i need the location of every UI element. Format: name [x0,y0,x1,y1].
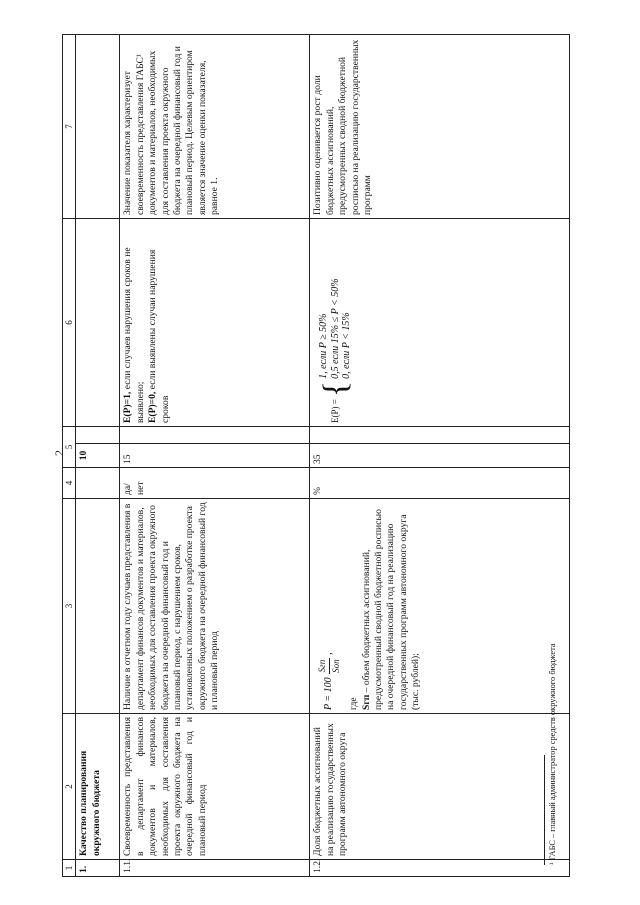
indicator-scale: E(P)=1, если случаев нарушения сроков не выявлено; E(P)=0, если выявлены случаи нарушения сроков [120,219,310,427]
indicator-table [62,34,570,877]
indicator-formula: Наличие в отчетном году случаев представления в департамент финансов документов и материалов, необходимых для составления проекта окружного бюджета на очередной финансовый год и плановый период, с нарушением сроков, установленных положением о разработке проекта окружного бюджета на очередной финансовый год и плановый период [120,499,310,714]
header-col-3: 3 [63,499,76,714]
header-col-1: 1 [63,860,76,877]
indicator-comment: Позитивно оценивается рост доли бюджетных ассигнований, предусмотренных сводной бюджетной росписью на реализацию государственных программ [310,35,570,219]
section-title: Качество планирования окружного бюджета [76,714,120,860]
page-number: 2 [52,450,66,456]
header-col-6: 6 [63,219,76,427]
footnote-divider [544,755,545,865]
row-number: 1.2. [310,860,570,877]
indicator-unit: % [310,468,570,499]
indicator-weight: 35 [310,444,570,468]
rotated-page [38,35,603,877]
table-row [310,35,570,877]
indicator-unit: да/ нет [120,468,310,499]
header-col-2: 2 [63,714,76,860]
indicator-scale: E(P) = { 1, если P ≥ 50% 0,5 если 15% ≤ P < 50% 0, если P < 15% [310,219,570,427]
indicator-formula: P = 100 Sгп Sоп , где Sгп – объем бюджетных ассигнований, предусмотренный сводной бюджетной росписью на очередной финансовый год на реализацию государственных программ автономного округа (тыс. рублей); [310,499,570,714]
table-row [120,35,310,877]
footnote: ¹ ГАБС – главный администратор средств окружного бюджета [548,643,557,865]
header-col-5: 5 [63,427,76,468]
header-col-4: 4 [63,468,76,499]
section-number: 1. [76,860,120,877]
indicator-comment: Значение показателя характеризует своевременность представления ГАБС¹ документов и материалов, необходимых для составления проекта окружного бюджета на очередной финансовый год и плановый период. Целевым ориентиром является значение оценки показателя, равное 1. [120,35,310,219]
row-number: 1.1. [120,860,310,877]
header-col-7: 7 [63,35,76,219]
indicator-name: Своевременность представления в департамент финансов документов и материалов, необходимых для составления проекта окружного бюджета на очередной финансовый год и плановый период [120,714,310,860]
indicator-weight: 15 [120,444,310,468]
section-row [76,35,120,877]
header-row [63,35,76,877]
indicator-name: Доля бюджетных ассигнований на реализацию государственных программ автономного округа [310,714,570,860]
section-weight: 10 [76,444,120,468]
